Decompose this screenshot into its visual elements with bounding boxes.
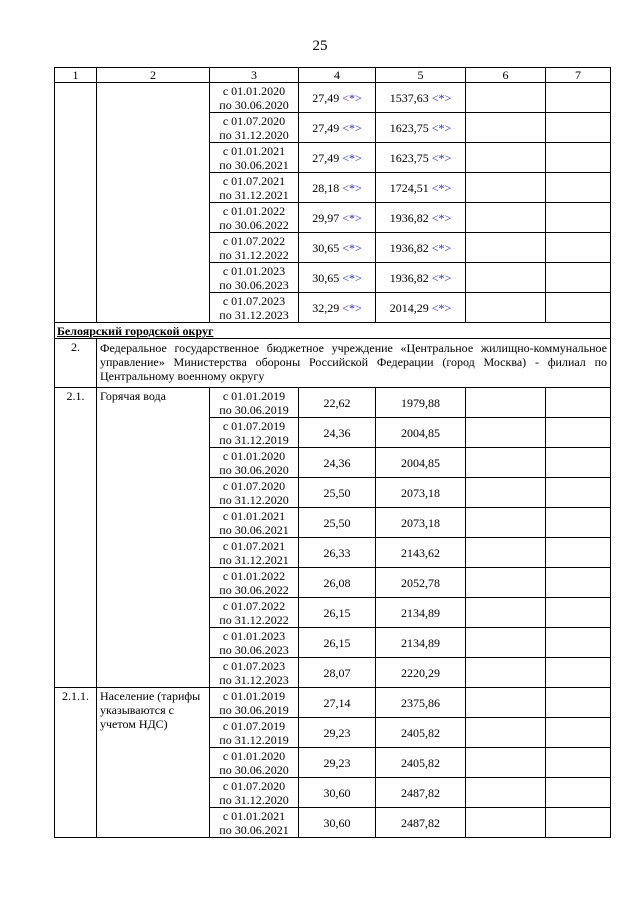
tariff-value: 28,07 (323, 665, 351, 680)
tariff-value-cell (376, 113, 466, 143)
empty-cell (466, 598, 546, 628)
period-end: по 31.12.2023 (219, 307, 289, 322)
empty-cell (466, 293, 546, 323)
tariff-value-cell (299, 203, 376, 233)
tariff-value: 30,65 (312, 240, 340, 255)
tariff-value: 1623,75 (389, 120, 429, 135)
tariff-value-cell (376, 658, 466, 688)
footnote-link: <*> (342, 120, 362, 135)
period-cell (210, 688, 299, 718)
period-end: по 31.12.2022 (219, 612, 289, 627)
tariff-value-cell (376, 538, 466, 568)
tariff-value: 1623,75 (389, 150, 429, 165)
empty-cell (546, 538, 611, 568)
tariff-value-cell (376, 748, 466, 778)
period-start: с 01.07.2022 (222, 598, 286, 613)
period-cell (210, 448, 299, 478)
tariff-value-cell (299, 143, 376, 173)
period-start: с 01.01.2020 (222, 748, 286, 763)
tariff-value-cell (299, 418, 376, 448)
empty-cell (546, 203, 611, 233)
empty-cell (546, 568, 611, 598)
empty-cell (546, 628, 611, 658)
section-row (55, 323, 611, 339)
empty-cell (546, 508, 611, 538)
tariff-value: 27,49 (312, 150, 340, 165)
period-end: по 30.06.2022 (219, 582, 289, 597)
period-cell (210, 718, 299, 748)
period-cell (210, 263, 299, 293)
period-start: с 01.07.2019 (222, 718, 286, 733)
period-start: с 01.01.2023 (222, 628, 286, 643)
tariff-value: 1724,51 (389, 180, 429, 195)
period-cell (210, 658, 299, 688)
page-number: 25 (312, 38, 328, 54)
footnote-link: <*> (431, 210, 452, 225)
header-row (55, 68, 611, 83)
empty-cell (546, 598, 611, 628)
tariff-value-cell (299, 263, 376, 293)
header-cell: 7 (546, 68, 611, 83)
empty-cell (466, 263, 546, 293)
period-end: по 31.12.2019 (219, 732, 289, 747)
period-start: с 01.01.2021 (222, 143, 286, 158)
tariff-value: 29,23 (323, 725, 351, 740)
tariff-value: 26,15 (323, 635, 351, 650)
tariff-value-cell (299, 293, 376, 323)
empty-cell (466, 718, 546, 748)
period-cell (210, 478, 299, 508)
tariff-value: 1936,82 (389, 210, 429, 225)
empty-cell (546, 143, 611, 173)
footnote-link: <*> (342, 180, 362, 195)
tariff-value: 25,50 (323, 485, 351, 500)
period-start: с 01.07.2020 (222, 113, 286, 128)
period-start: с 01.07.2023 (222, 658, 286, 673)
empty-cell (546, 778, 611, 808)
header-cell: 6 (466, 68, 546, 83)
footnote-link: <*> (342, 90, 362, 105)
tariff-value-cell (376, 143, 466, 173)
period-cell (210, 778, 299, 808)
tariff-value: 29,23 (323, 755, 351, 770)
tariff-value: 28,18 (312, 180, 340, 195)
period-start: с 01.01.2019 (222, 388, 286, 403)
period-cell (210, 388, 299, 418)
organization-row (55, 339, 611, 388)
tariff-value-cell (376, 598, 466, 628)
period-start: с 01.01.2020 (222, 448, 286, 463)
period-start: с 01.01.2019 (222, 688, 286, 703)
empty-cell (546, 658, 611, 688)
tariff-value-cell (299, 478, 376, 508)
period-end: по 30.06.2021 (219, 822, 289, 837)
period-end: по 30.06.2019 (219, 402, 289, 417)
empty-cell (466, 173, 546, 203)
empty-cell (546, 448, 611, 478)
period-end: по 30.06.2023 (219, 277, 289, 292)
tariff-value-cell (299, 388, 376, 418)
empty-cell (546, 233, 611, 263)
tariff-value: 2134,89 (401, 635, 440, 650)
empty-cell (546, 388, 611, 418)
period-start: с 01.07.2023 (222, 293, 286, 308)
tariff-value: 32,29 (312, 300, 340, 315)
period-end: по 31.12.2019 (219, 432, 289, 447)
tariff-table (54, 67, 611, 838)
tariff-value-cell (299, 688, 376, 718)
tariff-value-cell (299, 808, 376, 838)
period-cell (210, 508, 299, 538)
footnote-link: <*> (342, 150, 362, 165)
period-end: по 30.06.2020 (219, 97, 289, 112)
tariff-value: 2375,86 (401, 695, 440, 710)
empty-cell (546, 688, 611, 718)
period-cell (210, 748, 299, 778)
tariff-value-cell (376, 388, 466, 418)
empty-cell (546, 478, 611, 508)
header-cell: 3 (210, 68, 299, 83)
period-cell (210, 628, 299, 658)
item-name-cell (97, 83, 210, 323)
period-cell (210, 143, 299, 173)
header-cell: 2 (97, 68, 210, 83)
period-end: по 31.12.2023 (219, 672, 289, 687)
period-cell (210, 568, 299, 598)
tariff-value: 2014,29 (389, 300, 429, 315)
footnote-link: <*> (342, 240, 362, 255)
period-cell (210, 83, 299, 113)
period-end: по 31.12.2020 (219, 127, 289, 142)
tariff-value-cell (299, 508, 376, 538)
empty-cell (546, 418, 611, 448)
tariff-value: 27,49 (312, 90, 340, 105)
empty-cell (466, 808, 546, 838)
tariff-value: 2004,85 (401, 455, 440, 470)
tariff-value: 2143,62 (401, 545, 440, 560)
period-cell (210, 203, 299, 233)
tariff-value: 2052,78 (401, 575, 440, 590)
period-end: по 30.06.2020 (219, 762, 289, 777)
empty-cell (466, 748, 546, 778)
empty-cell (546, 263, 611, 293)
tariff-value-cell (299, 448, 376, 478)
tariff-value: 30,65 (312, 270, 340, 285)
period-end: по 31.12.2022 (219, 247, 289, 262)
empty-cell (466, 83, 546, 113)
footnote-link: <*> (431, 180, 452, 195)
tariff-value: 2405,82 (401, 725, 440, 740)
tariff-value: 27,49 (312, 120, 340, 135)
tariff-value-cell (299, 778, 376, 808)
period-start: с 01.07.2021 (222, 538, 286, 553)
section-title: Белоярский городской округ (55, 323, 611, 339)
tariff-value-cell (299, 113, 376, 143)
period-end: по 31.12.2021 (219, 187, 289, 202)
empty-cell (546, 173, 611, 203)
period-start: с 01.01.2022 (222, 568, 286, 583)
tariff-value: 1936,82 (389, 270, 429, 285)
tariff-value-cell (299, 173, 376, 203)
tariff-value: 26,33 (323, 545, 351, 560)
table-row (55, 83, 611, 113)
empty-cell (466, 778, 546, 808)
tariff-value: 30,60 (323, 815, 351, 830)
empty-cell (466, 688, 546, 718)
tariff-value: 2487,82 (401, 815, 440, 830)
tariff-value-cell (376, 508, 466, 538)
tariff-value-cell (376, 628, 466, 658)
period-end: по 31.12.2020 (219, 792, 289, 807)
footnote-link: <*> (431, 240, 452, 255)
item-name-cell: Население (тарифы указываются с учетом НДС) (97, 688, 210, 838)
period-start: с 01.01.2022 (222, 203, 286, 218)
table-row (55, 388, 611, 418)
tariff-value-cell (376, 568, 466, 598)
empty-cell (466, 628, 546, 658)
period-start: с 01.01.2023 (222, 263, 286, 278)
empty-cell (466, 418, 546, 448)
period-end: по 31.12.2021 (219, 552, 289, 567)
tariff-value: 27,14 (323, 695, 351, 710)
tariff-value: 2405,82 (401, 755, 440, 770)
empty-cell (466, 203, 546, 233)
period-start: с 01.01.2020 (222, 83, 286, 98)
footnote-link: <*> (431, 270, 452, 285)
tariff-value-cell (376, 718, 466, 748)
tariff-value: 2073,18 (401, 485, 440, 500)
item-name-cell: Горячая вода (97, 388, 210, 688)
empty-cell (546, 293, 611, 323)
table-row (55, 688, 611, 718)
tariff-value-cell (376, 778, 466, 808)
item-number-cell: 2.1. (55, 388, 97, 688)
empty-cell (466, 448, 546, 478)
tariff-value-cell (376, 83, 466, 113)
empty-cell (466, 388, 546, 418)
period-start: с 01.07.2022 (222, 233, 286, 248)
tariff-value: 30,60 (323, 785, 351, 800)
item-number-cell (55, 83, 97, 323)
period-start: с 01.01.2021 (222, 808, 286, 823)
period-start: с 01.07.2020 (222, 778, 286, 793)
empty-cell (546, 748, 611, 778)
tariff-value: 2487,82 (401, 785, 440, 800)
period-cell (210, 418, 299, 448)
period-cell (210, 113, 299, 143)
empty-cell (466, 113, 546, 143)
empty-cell (466, 478, 546, 508)
tariff-value: 25,50 (323, 515, 351, 530)
tariff-value: 24,36 (323, 455, 351, 470)
empty-cell (466, 538, 546, 568)
footnote-link: <*> (431, 300, 452, 315)
tariff-value: 1936,82 (389, 240, 429, 255)
period-start: с 01.07.2020 (222, 478, 286, 493)
period-end: по 30.06.2021 (219, 522, 289, 537)
tariff-value: 24,36 (323, 425, 351, 440)
empty-cell (466, 568, 546, 598)
period-cell (210, 808, 299, 838)
empty-cell (546, 718, 611, 748)
period-start: с 01.07.2021 (222, 173, 286, 188)
empty-cell (546, 83, 611, 113)
tariff-value-cell (299, 233, 376, 263)
period-cell (210, 538, 299, 568)
period-start: с 01.01.2021 (222, 508, 286, 523)
period-cell (210, 293, 299, 323)
tariff-value-cell (299, 628, 376, 658)
period-cell (210, 598, 299, 628)
footnote-link: <*> (342, 270, 362, 285)
period-cell (210, 233, 299, 263)
organization-number: 2. (55, 339, 97, 388)
footnote-link: <*> (431, 150, 452, 165)
tariff-value: 1979,88 (401, 395, 440, 410)
tariff-value-cell (376, 203, 466, 233)
tariff-value-cell (299, 83, 376, 113)
organization-name: Федеральное государственное бюджетное учреждение «Центральное жилищно-коммунальное управление» Министерства обороны Российской Федерации (город Москва) - филиал по Центральному военному округу (97, 339, 611, 388)
period-cell (210, 173, 299, 203)
tariff-value-cell (299, 598, 376, 628)
tariff-value-cell (376, 173, 466, 203)
footnote-link: <*> (342, 210, 362, 225)
tariff-value: 2004,85 (401, 425, 440, 440)
tariff-value: 2220,29 (401, 665, 440, 680)
empty-cell (466, 658, 546, 688)
tariff-value-cell (299, 718, 376, 748)
item-number-cell: 2.1.1. (55, 688, 97, 838)
footnote-link: <*> (431, 90, 452, 105)
tariff-value-cell (376, 233, 466, 263)
tariff-value-cell (299, 658, 376, 688)
tariff-value-cell (376, 263, 466, 293)
tariff-value: 29,97 (312, 210, 340, 225)
header-cell: 1 (55, 68, 97, 83)
tariff-value: 2073,18 (401, 515, 440, 530)
footnote-link: <*> (342, 300, 362, 315)
empty-cell (466, 233, 546, 263)
period-end: по 31.12.2020 (219, 492, 289, 507)
footnote-link: <*> (431, 120, 452, 135)
tariff-value-cell (299, 538, 376, 568)
tariff-value-cell (299, 748, 376, 778)
tariff-value-cell (376, 478, 466, 508)
tariff-value: 26,15 (323, 605, 351, 620)
empty-cell (466, 508, 546, 538)
period-end: по 30.06.2021 (219, 157, 289, 172)
empty-cell (546, 113, 611, 143)
period-start: с 01.07.2019 (222, 418, 286, 433)
tariff-value: 2134,89 (401, 605, 440, 620)
tariff-value-cell (376, 808, 466, 838)
empty-cell (466, 143, 546, 173)
tariff-value: 1537,63 (389, 90, 429, 105)
period-end: по 30.06.2023 (219, 642, 289, 657)
tariff-value: 22,62 (323, 395, 351, 410)
period-end: по 30.06.2019 (219, 702, 289, 717)
tariff-value-cell (376, 293, 466, 323)
tariff-value-cell (376, 688, 466, 718)
period-end: по 30.06.2022 (219, 217, 289, 232)
tariff-value-cell (376, 418, 466, 448)
header-cell: 4 (299, 68, 376, 83)
tariff-value-cell (376, 448, 466, 478)
tariff-value-cell (299, 568, 376, 598)
empty-cell (546, 808, 611, 838)
period-end: по 30.06.2020 (219, 462, 289, 477)
tariff-value: 26,08 (323, 575, 351, 590)
header-cell: 5 (376, 68, 466, 83)
